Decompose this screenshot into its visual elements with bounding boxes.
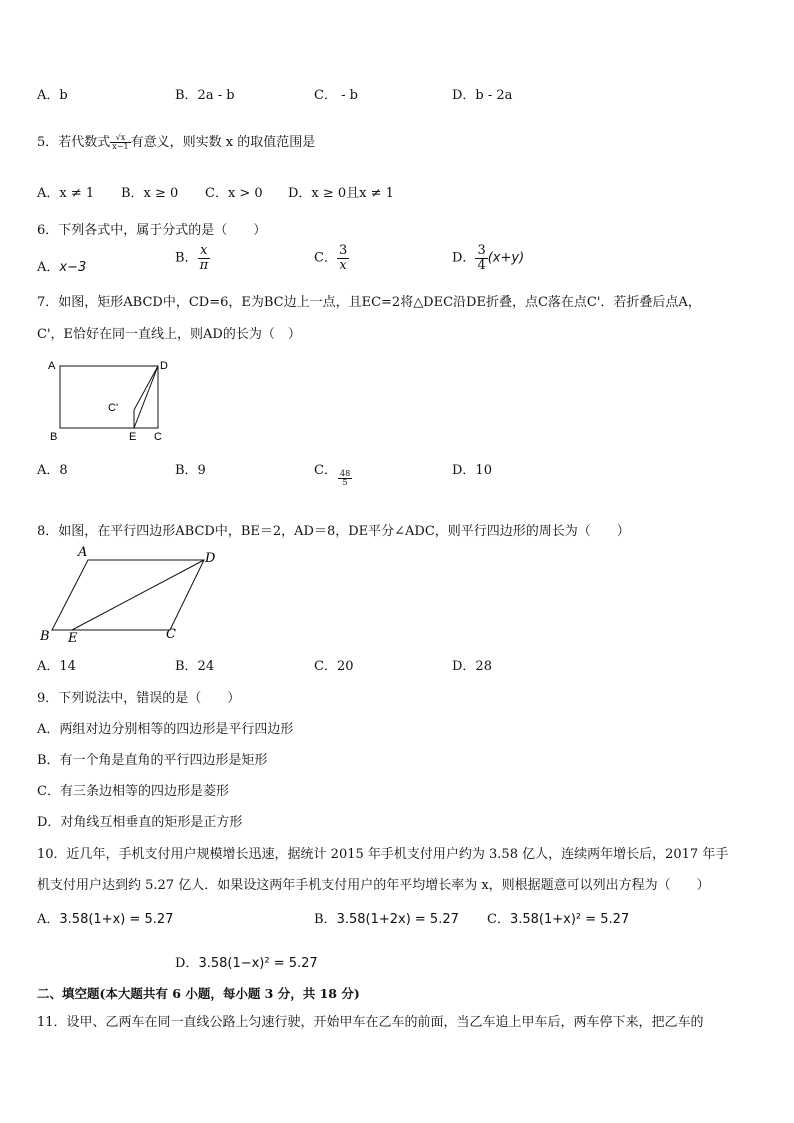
q4-option-b: B．2a - b — [175, 88, 235, 103]
q6-option-a — [37, 256, 86, 275]
q10-option-b — [314, 908, 459, 927]
q7-label-b: B — [50, 431, 58, 443]
q6-a-label: A． — [37, 260, 60, 275]
q7-label-c: C — [154, 431, 162, 443]
q8-option-a: A．14 — [37, 659, 76, 674]
q6-a-expr: x−3 — [59, 260, 87, 275]
q10-b-label: B． — [314, 912, 337, 927]
q7-option-a: A．8 — [37, 463, 68, 478]
q7-stem-line2: C'，E恰好在同一直线上，则AD的长为（ ） — [37, 327, 301, 342]
q5-stem-pre: 5．若代数式 — [37, 135, 111, 150]
q9-option-a: A．两组对边分别相等的四边形是平行四边形 — [37, 722, 294, 737]
q5-frac-den: x−1 — [112, 142, 129, 151]
q8-parallelogram-abcd — [52, 560, 204, 630]
q7-option-c-label: C． — [314, 463, 337, 478]
q8-label-b: B — [40, 629, 50, 644]
q8-label-d: D — [205, 551, 216, 566]
q7-rectangle-figure — [40, 354, 180, 444]
q8-line-de — [72, 560, 204, 630]
q8-label-a: A — [78, 545, 88, 560]
q6-b-fraction — [198, 244, 211, 272]
q7-line-dcp — [134, 366, 158, 410]
q7-label-d: D — [160, 360, 168, 372]
q5-stem-post: 有意义，则实数 x 的取值范围是 — [130, 135, 316, 150]
q9-option-b: B．有一个角是直角的平行四边形是矩形 — [37, 753, 268, 768]
q10-stem-line1: 10．近几年，手机支付用户规模增长迅速，据统计 2015 年手机支付用户约为 3.58 亿人，连续两年增长后，2017 年手 — [37, 847, 729, 862]
q7-rect-abcd — [60, 366, 158, 428]
q6-b-den: π — [199, 257, 209, 273]
q6-c-fraction — [337, 244, 349, 272]
q6-option-b — [175, 244, 210, 272]
q10-option-c — [487, 908, 629, 927]
q4-option-a: A．b — [37, 88, 68, 103]
q10-a-expr: 3.58(1+x) = 5.27 — [59, 912, 174, 927]
q10-option-a — [37, 908, 173, 927]
q10-option-d — [175, 952, 318, 971]
q5-fraction — [110, 134, 130, 152]
q9-option-d: D．对角线互相垂直的矩形是正方形 — [37, 815, 243, 830]
q8-stem: 8．如图，在平行四边形ABCD中，BE＝2，AD＝8，DE平分∠ADC，则平行四边形的周长为（ ） — [37, 524, 630, 539]
q6-d-fraction — [475, 244, 487, 272]
q6-stem: 6．下列各式中，属于分式的是（ ） — [37, 223, 267, 238]
q7-c-fraction — [338, 470, 352, 488]
q7-label-a: A — [48, 360, 56, 372]
q7-label-cprime: C' — [108, 402, 119, 414]
q8-label-c: C — [166, 627, 176, 642]
q6-d-den: 4 — [477, 257, 486, 273]
q7-option-c-fraction — [338, 470, 352, 488]
q7-line-de — [134, 366, 158, 428]
q6-d-num: 3 — [477, 243, 486, 258]
q6-c-den: x — [339, 257, 347, 273]
q6-option-c — [314, 244, 349, 272]
q10-c-label: C． — [487, 912, 510, 927]
q10-a-label: A． — [37, 912, 60, 927]
q7-label-e: E — [129, 431, 137, 443]
q6-b-num: x — [198, 244, 211, 259]
q8-option-d: D．28 — [452, 659, 492, 674]
q6-b-label: B． — [175, 250, 198, 266]
q4-option-d: D．b - 2a — [452, 88, 513, 103]
q5-stem — [37, 131, 315, 151]
q9-stem: 9．下列说法中，错误的是（ ） — [37, 691, 241, 706]
q6-d-label: D． — [452, 250, 476, 266]
q8-parallelogram-figure — [36, 544, 226, 644]
q5-option-b: B．x ≥ 0 — [121, 186, 179, 201]
q5-option-d: D．x ≥ 0且x ≠ 1 — [288, 186, 394, 201]
q7-option-b: B．9 — [175, 463, 206, 478]
q5-option-c: C．x > 0 — [205, 186, 263, 201]
q6-c-num: 3 — [338, 243, 348, 258]
q7-c-num: 48 — [340, 469, 351, 478]
q10-c-expr: 3.58(1+x)² = 5.27 — [509, 912, 630, 927]
q10-d-label: D． — [175, 956, 199, 971]
q5-frac-num: √x — [110, 134, 130, 143]
q4-option-c: C． - b — [314, 88, 358, 103]
q10-stem-line2: 机支付用户达到约 5.27 亿人．如果设这两年手机支付用户的年平均增长率为 x，则根据题意可以列出方程为（ ） — [37, 878, 710, 893]
q8-option-c: C．20 — [314, 659, 354, 674]
q7-option-d: D．10 — [452, 463, 492, 478]
q11-stem: 11．设甲、乙两车在同一直线公路上匀速行驶，开始甲车在乙车的前面，当乙车追上甲车后，两车停下来，把乙车的 — [37, 1015, 704, 1030]
q10-d-expr: 3.58(1−x)² = 5.27 — [198, 956, 318, 971]
q6-c-label: C． — [314, 250, 337, 266]
q5-option-a: A．x ≠ 1 — [37, 186, 95, 201]
q7-stem-line1: 7．如图，矩形ABCD中，CD=6，E为BC边上一点，且EC=2将△DEC沿DE折叠，点C落在点C'．若折叠后点A， — [37, 295, 701, 310]
section-heading-fill-blanks: 二、填空题(本大题共有 6 小题，每小题 3 分，共 18 分) — [37, 986, 360, 1001]
q10-b-expr: 3.58(1+2x) = 5.27 — [336, 912, 459, 927]
q6-d-tail: (x+y) — [487, 250, 525, 266]
q8-label-e: E — [68, 631, 78, 644]
q6-option-d — [452, 244, 524, 272]
q8-option-b: B．24 — [175, 659, 215, 674]
q9-option-c: C．有三条边相等的四边形是菱形 — [37, 784, 229, 799]
q7-c-den: 5 — [342, 478, 348, 488]
